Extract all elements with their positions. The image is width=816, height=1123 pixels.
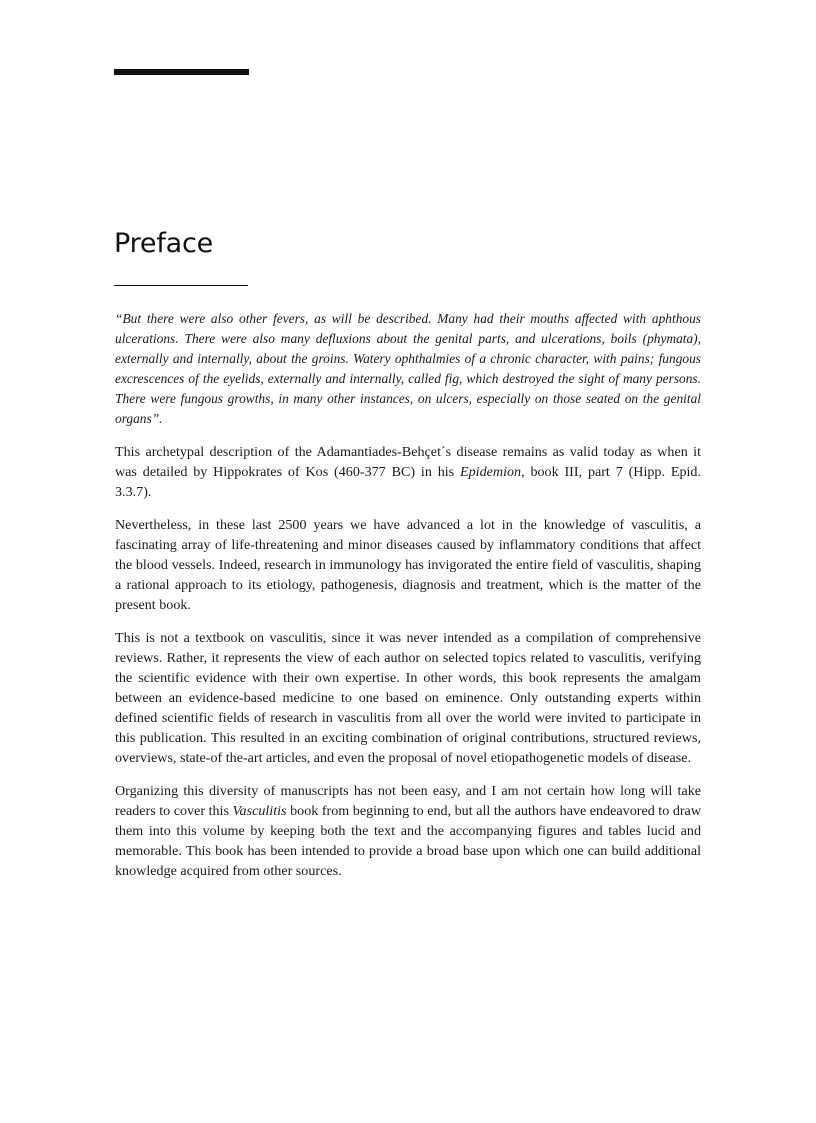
preface-body	[115, 309, 701, 894]
paragraph-4-text-b: book from beginning to end, but all the authors have endeavored to draw them into this volume by keeping both the text and the accompanying figures and tables lucid and memorable. This book has been intended to provide a broad base upon which one can build additional knowledge acquired from other sources.	[115, 803, 701, 879]
paragraph-1-text-b: , book III, part 7 (Hipp. Epid. 3.3.7).	[115, 464, 701, 500]
paragraph-3: This is not a textbook on vasculitis, since it was never intended as a compilation of comprehensive reviews. Rather, it represents the view of each author on selected topics related to vasculitis, verifying the scientific evidence with their own expertise. In other words, this book represents the amalgam between an evidence-based medicine to one based on eminence. Only outstanding experts within defined scientific fields of research in vasculitis from all over the world were invited to participate in this publication. This resulted in an exciting combination of original contributions, structured reviews, overviews, state-of the-art articles, and even the proposal of novel etiopathogenetic models of disease.	[115, 630, 701, 766]
paragraph-4-text-a: Organizing this diversity of manuscripts has not been easy, and I am not certain how long will take readers to cover this	[115, 783, 701, 819]
vasculitis-title: Vasculitis	[232, 803, 287, 819]
epigraph-quote: “But there were also other fevers, as will be described. Many had their mouths affected with aphthous ulcerations. There were also many defluxions about the genital parts, and ulcerations, boils (phymata), externally and internally, about the groins. Watery ophthalmies of a chronic character, with pains; fungous excrescences of the eyelids, externally and internally, called fig, which destroyed the sight of many persons. There were fungous growths, in many other instances, on ulcers, especially on those seated on the genital organs”.	[115, 311, 701, 426]
title-underline-rule	[114, 285, 248, 286]
top-decorative-rule	[114, 69, 249, 75]
paragraph-1-text-a: This archetypal description of the Adamantiades-Behçet´s disease remains as valid today as when it was detailed by Hippokrates of Kos (460-377 BC) in his	[115, 444, 701, 480]
paragraph-1	[115, 442, 701, 502]
paragraph-4	[115, 781, 701, 881]
paragraph-2: Nevertheless, in these last 2500 years we have advanced a lot in the knowledge of vasculitis, a fascinating array of life-threatening and minor diseases caused by inflammatory conditions that affect the blood vessels. Indeed, research in immunology has invigorated the entire field of vasculitis, shaping a rational approach to its etiology, pathogenesis, diagnosis and treatment, which is the matter of the present book.	[115, 517, 701, 613]
page-title: Preface	[114, 228, 214, 259]
epidemion-title: Epidemion	[460, 464, 522, 480]
